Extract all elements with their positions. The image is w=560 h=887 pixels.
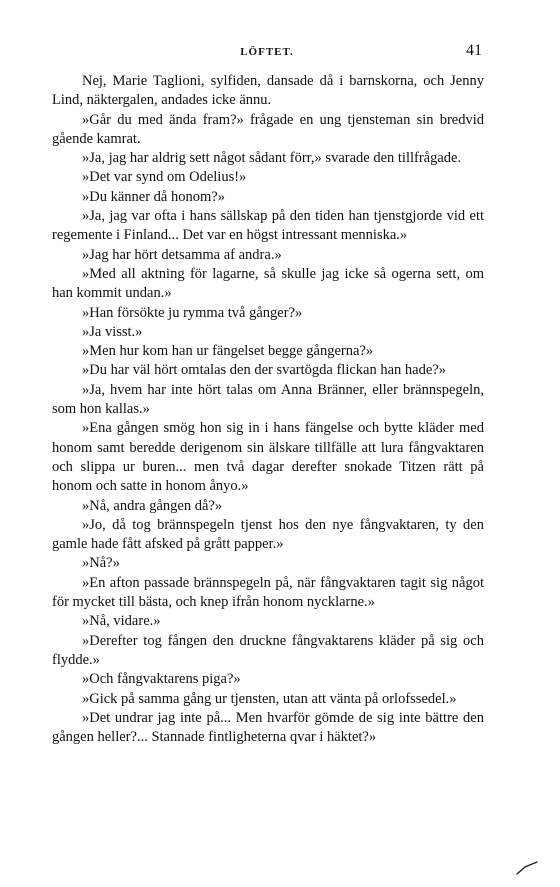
paragraph-4: »Det var synd om Odelius!» bbox=[82, 169, 247, 186]
paragraph-5: »Du känner då honom?» bbox=[82, 188, 225, 205]
running-title: LÖFTET. bbox=[240, 46, 294, 58]
paragraph-13: »Ja, hvem har inte hört talas om Anna Bränner, eller brännspegeln, som hon kallas.» bbox=[52, 381, 484, 418]
page-number: 41 bbox=[466, 42, 482, 59]
paragraph-7: »Jag har hört detsamma af andra.» bbox=[82, 246, 282, 263]
paragraph-11: »Men hur kom han ur fängelset begge gångerna?» bbox=[82, 343, 374, 360]
paragraph-6: »Ja, jag var ofta i hans sällskap på den tiden han tjenstgjorde vid ett regemente i Finland... Det var en högst intressant menniska.» bbox=[52, 208, 484, 244]
paragraph-19: »Nå, vidare.» bbox=[82, 613, 161, 630]
paragraph-15: »Nå, andra gången då?» bbox=[82, 497, 223, 514]
paragraph-20: »Derefter tog fången den druckne fångvaktarens kläder på sig och flydde.» bbox=[52, 632, 484, 668]
text-body bbox=[52, 72, 484, 747]
paragraph-1: Nej, Marie Taglioni, sylfiden, dansade då i barnskorna, och Jenny Lind, näktergalen, andades icke ännu. bbox=[52, 73, 484, 109]
paragraph-17: »Nå?» bbox=[82, 555, 120, 572]
paragraph-12: »Du har väl hört omtalas den der svartögda flickan han hade?» bbox=[82, 362, 446, 379]
paragraph-8: »Med all aktning för lagarne, så skulle jag icke så ogerna sett, om han kommit undan.» bbox=[52, 265, 484, 302]
paragraph-18: »En afton passade brännspegeln på, när fångvaktaren tagit sig något för mycket till bästa, och knep ifrån honom nycklarne.» bbox=[52, 574, 484, 611]
paragraph-21: »Och fångvaktarens piga?» bbox=[82, 671, 241, 688]
paragraph-23: »Det undrar jag inte på... Men hvarför gömde de sig inte bättre den gången heller?... Stannade fintligheterna qvar i häktet?» bbox=[52, 709, 484, 746]
paragraph-2: »Går du med ända fram?» frågade en ung tjensteman sin bredvid gående kamrat. bbox=[52, 111, 484, 147]
paragraph-3: »Ja, jag har aldrig sett något sådant förr,» svarade den tillfrågade. bbox=[82, 150, 462, 167]
running-header bbox=[52, 42, 482, 64]
pen-stroke-mark bbox=[516, 861, 538, 875]
paragraph-22: »Gick på samma gång ur tjensten, utan att vänta på orlofssedel.» bbox=[82, 690, 457, 707]
paragraph-10: »Ja visst.» bbox=[82, 323, 143, 340]
paragraph-9: »Han försökte ju rymma två gånger?» bbox=[82, 304, 303, 321]
paragraph-16: »Jo, då tog brännspegeln tjenst hos den nye fångvaktaren, ty den gamle hade fått afsked på grått papper.» bbox=[52, 516, 484, 553]
paragraph-14: »Ena gången smög hon sig in i hans fängelse och bytte kläder med honom samt beredde derigenom sin älskare tillfälle att lura fångvaktaren och slippa ur buren... men två dagar derefter snokade Titzen rätt på honom och satte in honom ånyo.» bbox=[52, 420, 484, 495]
